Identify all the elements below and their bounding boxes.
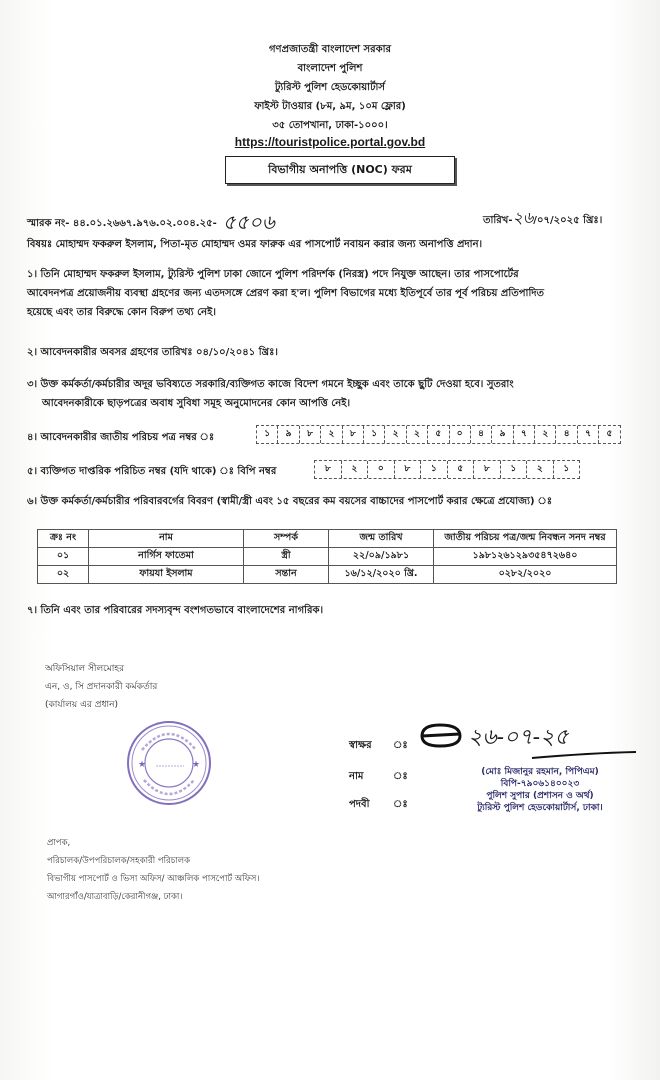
digit-box: ৯ bbox=[492, 426, 513, 443]
header-website-link[interactable]: https://touristpolice.portal.gov.bd bbox=[234, 135, 426, 149]
header-tourist-police-hq: ট্যুরিস্ট পুলিশ হেডকোয়ার্টার্স bbox=[274, 82, 386, 93]
recipient-location: আগারগাঁও/যাত্রাবাড়ি/কেরানীগঞ্জ, ঢাকা। bbox=[47, 892, 183, 902]
cell-relation: সন্তান bbox=[244, 566, 329, 584]
cell-name: নার্গিস ফাতেমা bbox=[89, 548, 244, 566]
table-row bbox=[38, 548, 617, 566]
memo-label: স্মারক নং- ৪৪.০১.২৬৬৭.৯৭৬.০২.০০৪.২৫- bbox=[27, 218, 217, 229]
official-seal-stamp-icon bbox=[126, 720, 212, 806]
digit-box: ৮ bbox=[395, 461, 422, 478]
designation-label: পদবী bbox=[349, 799, 370, 810]
digit-box: ৫ bbox=[448, 461, 475, 478]
bp-label: ৫। ব্যক্তিগত দাপ্তরিক পরিচিত নম্বর (যদি থাকে) ঃ বিপি নম্বর bbox=[27, 466, 277, 477]
digit-box: ৫ bbox=[606, 429, 613, 439]
nid-label: ৪। আবেদনকারীর জাতীয় পরিচয় পত্র নম্বর ঃ bbox=[27, 432, 215, 443]
cell-serial: ০২ bbox=[38, 566, 89, 584]
recipient-heading: প্রাপক, bbox=[47, 838, 71, 848]
digit-box: ৭ bbox=[514, 426, 535, 443]
digit-box: ২ bbox=[321, 426, 342, 443]
paragraph-7-citizenship: ৭। তিনি এবং তার পরিবারের সদস্যবৃন্দ বংশগতভাবে বাংলাদেশের নাগরিক। bbox=[27, 605, 324, 616]
digit-box: ২ bbox=[527, 461, 554, 478]
digit-box: ৪ bbox=[556, 426, 577, 443]
cell-nid: ১৯৮১২৬১২৯৩৫৪৭২৬৪০ bbox=[434, 548, 617, 566]
col-serial: ক্রঃ নং bbox=[38, 530, 89, 548]
subject-line: বিষয়ঃ মোহাম্মদ ফকরুল ইসলাম, পিতা-মৃত মোহাম্মদ ওমর ফারুক এর পাসপোর্ট নবায়ন করার জন্য অনাপত্তি প্রদান। bbox=[27, 239, 483, 250]
paragraph-6-family-details: ৬। উক্ত কর্মকর্তা/কর্মচারীর পরিবারবর্গের বিবরণ (স্বামী/স্ত্রী এবং ১৫ বছরের কম বয়সের বাচ্চাদের পাসপোর্ট করার ক্ষেত্রে প্রযোজ্য) ঃ bbox=[27, 496, 553, 507]
paragraph-1 bbox=[27, 265, 637, 322]
header-address: ৩৫ তোপখানা, ঢাকা-১০০০। bbox=[272, 120, 388, 131]
paragraph-1-line-2: আবেদনপত্র প্রয়োজনীয় ব্যবস্থা গ্রহণের জন্য এতদসঙ্গে প্রেরণ করা হ'ল। পুলিশ বিভাগের মধ্যে ইতিপূর্বে তার পূর্ব পরিচয় প্রতিপাদিত bbox=[27, 288, 545, 299]
cell-relation: স্ত্রী bbox=[244, 548, 329, 566]
digit-box: ২ bbox=[385, 426, 406, 443]
digit-box: ৯ bbox=[278, 426, 299, 443]
cell-serial: ০১ bbox=[38, 548, 89, 566]
cell-dob: ২২/০৯/১৯৮১ bbox=[329, 548, 434, 566]
document-date bbox=[483, 205, 602, 232]
digit-box: ২ bbox=[342, 461, 369, 478]
digit-box: ৫ bbox=[428, 426, 449, 443]
paragraph-1-line-3: হয়েছে এবং তার বিরুদ্ধে কোন বিরুপ তথ্য নেই। bbox=[27, 307, 216, 318]
paragraph-2-retirement-date: ২। আবেদনকারীর অবসর গ্রহণের তারিখঃ ০৪/১০/২০৪১ খ্রিঃ। bbox=[27, 347, 278, 358]
digit-box: ০ bbox=[368, 461, 395, 478]
officer-office: ট্যুরিস্ট পুলিশ হেডকোয়ার্টার্স, ঢাকা। bbox=[477, 803, 603, 813]
designation-colon: ঃ bbox=[393, 799, 408, 810]
name-label: নাম bbox=[349, 771, 364, 782]
family-table bbox=[37, 529, 617, 584]
paragraph-3-line-2: আবেদনকারীকে ছাড়পত্রের অবাধ সুবিধা সমূহ অনুমোদনের কোন আপত্তি নেই। bbox=[42, 398, 351, 409]
header-government: গণপ্রজাতন্ত্রী বাংলাদেশ সরকার bbox=[269, 44, 391, 55]
nid-digit-boxes bbox=[256, 425, 621, 444]
header-police: বাংলাদেশ পুলিশ bbox=[297, 63, 363, 74]
name-colon: ঃ bbox=[393, 771, 408, 782]
digit-box: ৮ bbox=[343, 426, 364, 443]
digit-box: ১ bbox=[563, 464, 570, 474]
date-label: তারিখ- bbox=[483, 215, 513, 226]
header-tower: ফাইস্ট টাওয়ার (৮ম, ৯ম, ১০ম ফ্লোর) bbox=[254, 101, 406, 112]
signature-colon: ঃ bbox=[393, 740, 408, 751]
digit-box: ৪ bbox=[471, 426, 492, 443]
digit-box: ১ bbox=[257, 426, 278, 443]
date-handwritten-day: ২৬ bbox=[512, 208, 534, 227]
col-relation: সম্পর্ক bbox=[244, 530, 329, 548]
cell-nid: ০২৮২/২০২০ bbox=[434, 566, 617, 584]
family-table-header-row bbox=[38, 530, 617, 548]
date-printed: /০৭/২০২৫ খ্রিঃ। bbox=[533, 215, 603, 226]
recipient-title: পরিচালক/উপপরিচালক/সহকারী পরিচালক bbox=[47, 856, 191, 866]
signature-handwritten-date: ২৬-০৭-২৫ bbox=[468, 725, 569, 750]
cell-dob: ১৬/১২/২০২০ খ্রি. bbox=[329, 566, 434, 584]
memo-handwritten-number: ৫৫০৬ bbox=[222, 210, 275, 234]
digit-box: ২ bbox=[407, 426, 428, 443]
svg-text:★: ★ bbox=[192, 760, 201, 770]
digit-box: ১ bbox=[501, 461, 528, 478]
handwritten-signature-icon bbox=[418, 722, 463, 750]
table-row bbox=[38, 566, 617, 584]
digit-box: ৮ bbox=[474, 461, 501, 478]
digit-box: ১ bbox=[364, 426, 385, 443]
recipient-office: বিভাগীয় পাসপোর্ট ও ভিসা অফিস/ আঞ্চলিক পাসপোর্ট অফিস। bbox=[47, 874, 260, 884]
form-title: বিভাগীয় অনাপত্তি (NOC) ফরম bbox=[225, 156, 455, 184]
seal-block-line-2: এন, ও, সি প্রদানকারী কর্মকর্তার bbox=[45, 682, 158, 692]
seal-block-line-3: (কার্যালয় এর প্রধান) bbox=[45, 700, 118, 710]
digit-box: ০ bbox=[450, 426, 471, 443]
signature-label: স্বাক্ষর bbox=[349, 740, 372, 751]
col-dob: জন্ম তারিখ bbox=[329, 530, 434, 548]
svg-text:★: ★ bbox=[138, 760, 147, 770]
paragraph-3 bbox=[27, 375, 637, 413]
digit-box: ১ bbox=[421, 461, 448, 478]
digit-box: ৮ bbox=[300, 426, 321, 443]
col-name: নাম bbox=[89, 530, 244, 548]
paragraph-3-line-1: ৩। উক্ত কর্মকর্তা/কর্মচারীর অদূর ভবিষ্যতে সরকারি/ব্যক্তিগত কাজে বিদেশ গমনে ইচ্ছুক এবং তাকে ছুটি দেওয়া হবে। সুতরাং bbox=[27, 379, 514, 390]
officer-name: (মোঃ মিজানুর রহমান, পিপিএম) bbox=[481, 767, 599, 777]
paragraph-1-line-1: ১। তিনি মোহাম্মদ ফকরুল ইসলাম, ট্যুরিস্ট পুলিশ ঢাকা জোনে পুলিশ পরিদর্শক (নিরস্ত্র) পদে নিযুক্ত আছেন। তার পাসপোর্টের bbox=[27, 269, 519, 280]
bp-digit-boxes bbox=[314, 460, 580, 479]
digit-box: ৮ bbox=[315, 461, 342, 478]
digit-box: ৭ bbox=[578, 426, 599, 443]
cell-name: ফায়যা ইসলাম bbox=[89, 566, 244, 584]
officer-bp-number: বিপি-৭৯০৬১৪০০২৩ bbox=[500, 779, 580, 789]
officer-designation: পুলিশ সুপার (প্রশাসন ও অর্থ) bbox=[486, 791, 594, 801]
signature-underline-icon bbox=[530, 748, 640, 762]
seal-block-line-1: অফিসিয়াল সীলমোহর bbox=[45, 664, 125, 674]
digit-box: ২ bbox=[535, 426, 556, 443]
col-nid-birthreg: জাতীয় পরিচয় পত্র/জন্ম নিবন্ধন সনদ নম্বর bbox=[434, 530, 617, 548]
